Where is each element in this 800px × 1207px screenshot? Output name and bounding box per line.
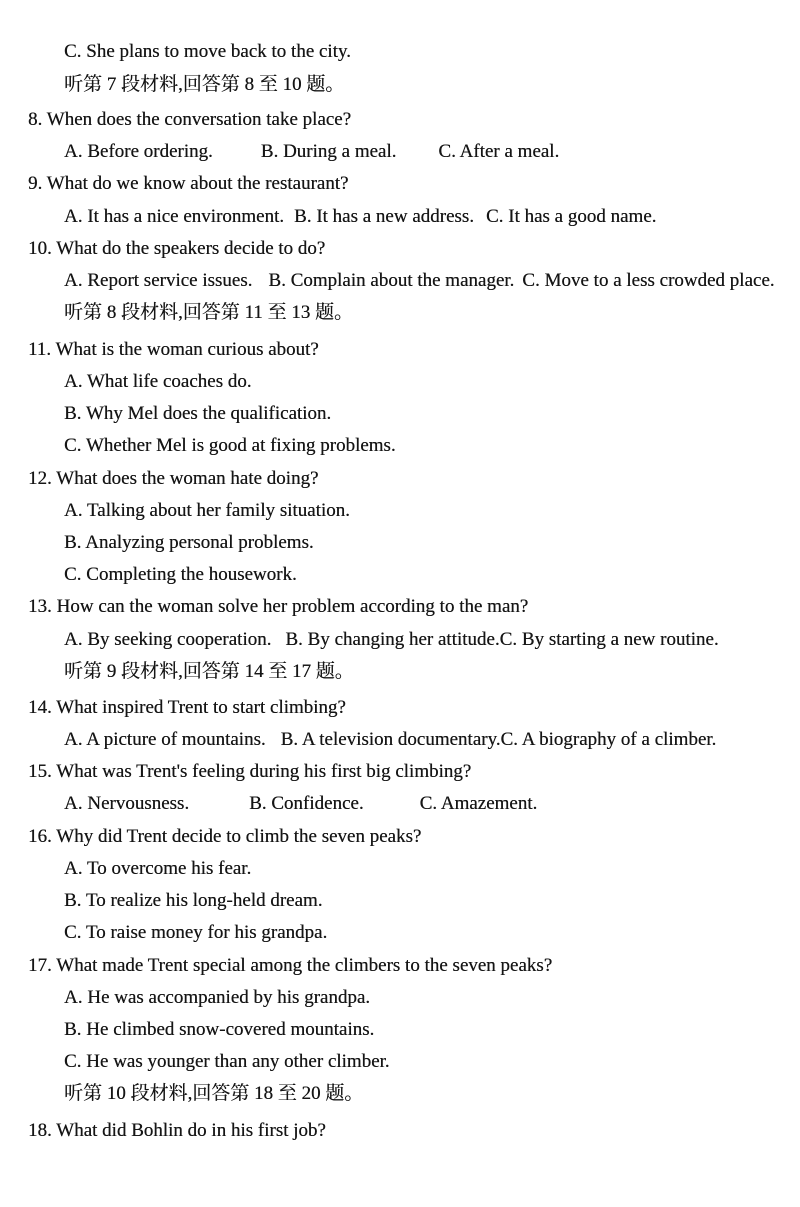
carryover-option-c: C. She plans to move back to the city. [64, 41, 351, 62]
question-8-option-c: C. After a meal. [438, 141, 560, 162]
question-10-option-c: C. Move to a less crowded place. [522, 270, 775, 291]
question-13-option-c: C. By starting a new routine. [499, 629, 719, 650]
spacer [284, 221, 294, 222]
question-17-text: 17. What made Trent special among the climbers to the seven peaks? [28, 955, 553, 976]
question-13-option-a: A. By seeking cooperation. [64, 629, 272, 650]
question-8-options [64, 136, 559, 168]
question-13-option-b: B. By changing her attitude. [285, 629, 500, 650]
question-17-option-b: B. He climbed snow-covered mountains. [64, 1019, 375, 1040]
question-8-option-b: B. During a meal. [260, 141, 397, 162]
question-15-option-a: A. Nervousness. [64, 793, 190, 814]
spacer [474, 221, 486, 222]
question-14-option-c: C. A biography of a climber. [500, 729, 717, 750]
question-10-option-b: B. Complain about the manager. [268, 270, 515, 291]
spacer [396, 156, 438, 157]
question-12-option-b: B. Analyzing personal problems. [64, 532, 314, 553]
question-11-option-c: C. Whether Mel is good at fixing problems. [64, 435, 396, 456]
spacer [252, 285, 268, 286]
question-14-option-a: A. A picture of mountains. [64, 729, 266, 750]
question-13-text: 13. How can the woman solve her problem according to the man? [28, 596, 529, 617]
question-12-option-a: A. Talking about her family situation. [64, 500, 350, 521]
question-14-option-b: B. A television documentary. [280, 729, 501, 750]
spacer [189, 808, 249, 809]
question-18-text: 18. What did Bohlin do in his first job? [28, 1120, 326, 1141]
question-9-option-a: A. It has a nice environment. [64, 206, 285, 227]
question-9-option-b: B. It has a new address. [294, 206, 474, 227]
question-15-option-b: B. Confidence. [249, 793, 364, 814]
question-12-option-c: C. Completing the housework. [64, 564, 297, 585]
spacer [213, 156, 261, 157]
question-12-text: 12. What does the woman hate doing? [28, 468, 319, 489]
question-11-option-a: A. What life coaches do. [64, 371, 252, 392]
spacer [364, 808, 420, 809]
material-7-header: 听第 7 段材料,回答第 8 至 10 题。 [64, 74, 345, 95]
question-16-option-b: B. To realize his long-held dream. [64, 890, 323, 911]
question-16-option-a: A. To overcome his fear. [64, 858, 252, 879]
spacer [271, 644, 285, 645]
question-16-option-c: C. To raise money for his grandpa. [64, 922, 328, 943]
spacer [266, 744, 281, 745]
material-10-header: 听第 10 段材料,回答第 18 至 20 题。 [64, 1083, 364, 1104]
material-8-header: 听第 8 段材料,回答第 11 至 13 题。 [64, 302, 354, 323]
question-15-options [64, 788, 537, 820]
question-10-options [64, 265, 775, 297]
question-9-option-c: C. It has a good name. [485, 206, 657, 227]
question-15-option-c: C. Amazement. [419, 793, 538, 814]
question-15-text: 15. What was Trent's feeling during his first big climbing? [28, 761, 472, 782]
question-14-options [64, 724, 716, 756]
question-11-text: 11. What is the woman curious about? [28, 339, 319, 360]
question-17-option-a: A. He was accompanied by his grandpa. [64, 987, 371, 1008]
question-16-text: 16. Why did Trent decide to climb the seven peaks? [28, 826, 422, 847]
question-8-text: 8. When does the conversation take place? [28, 109, 352, 130]
question-11-option-b: B. Why Mel does the qualification. [64, 403, 332, 424]
question-8-option-a: A. Before ordering. [64, 141, 213, 162]
material-9-header: 听第 9 段材料,回答第 14 至 17 题。 [64, 661, 354, 682]
question-9-text: 9. What do we know about the restaurant? [28, 173, 349, 194]
question-14-text: 14. What inspired Trent to start climbing? [28, 697, 346, 718]
question-9-options [64, 201, 656, 233]
question-17-option-c: C. He was younger than any other climber. [64, 1051, 390, 1072]
question-10-text: 10. What do the speakers decide to do? [28, 238, 326, 259]
question-13-options [64, 624, 719, 656]
question-10-option-a: A. Report service issues. [64, 270, 253, 291]
